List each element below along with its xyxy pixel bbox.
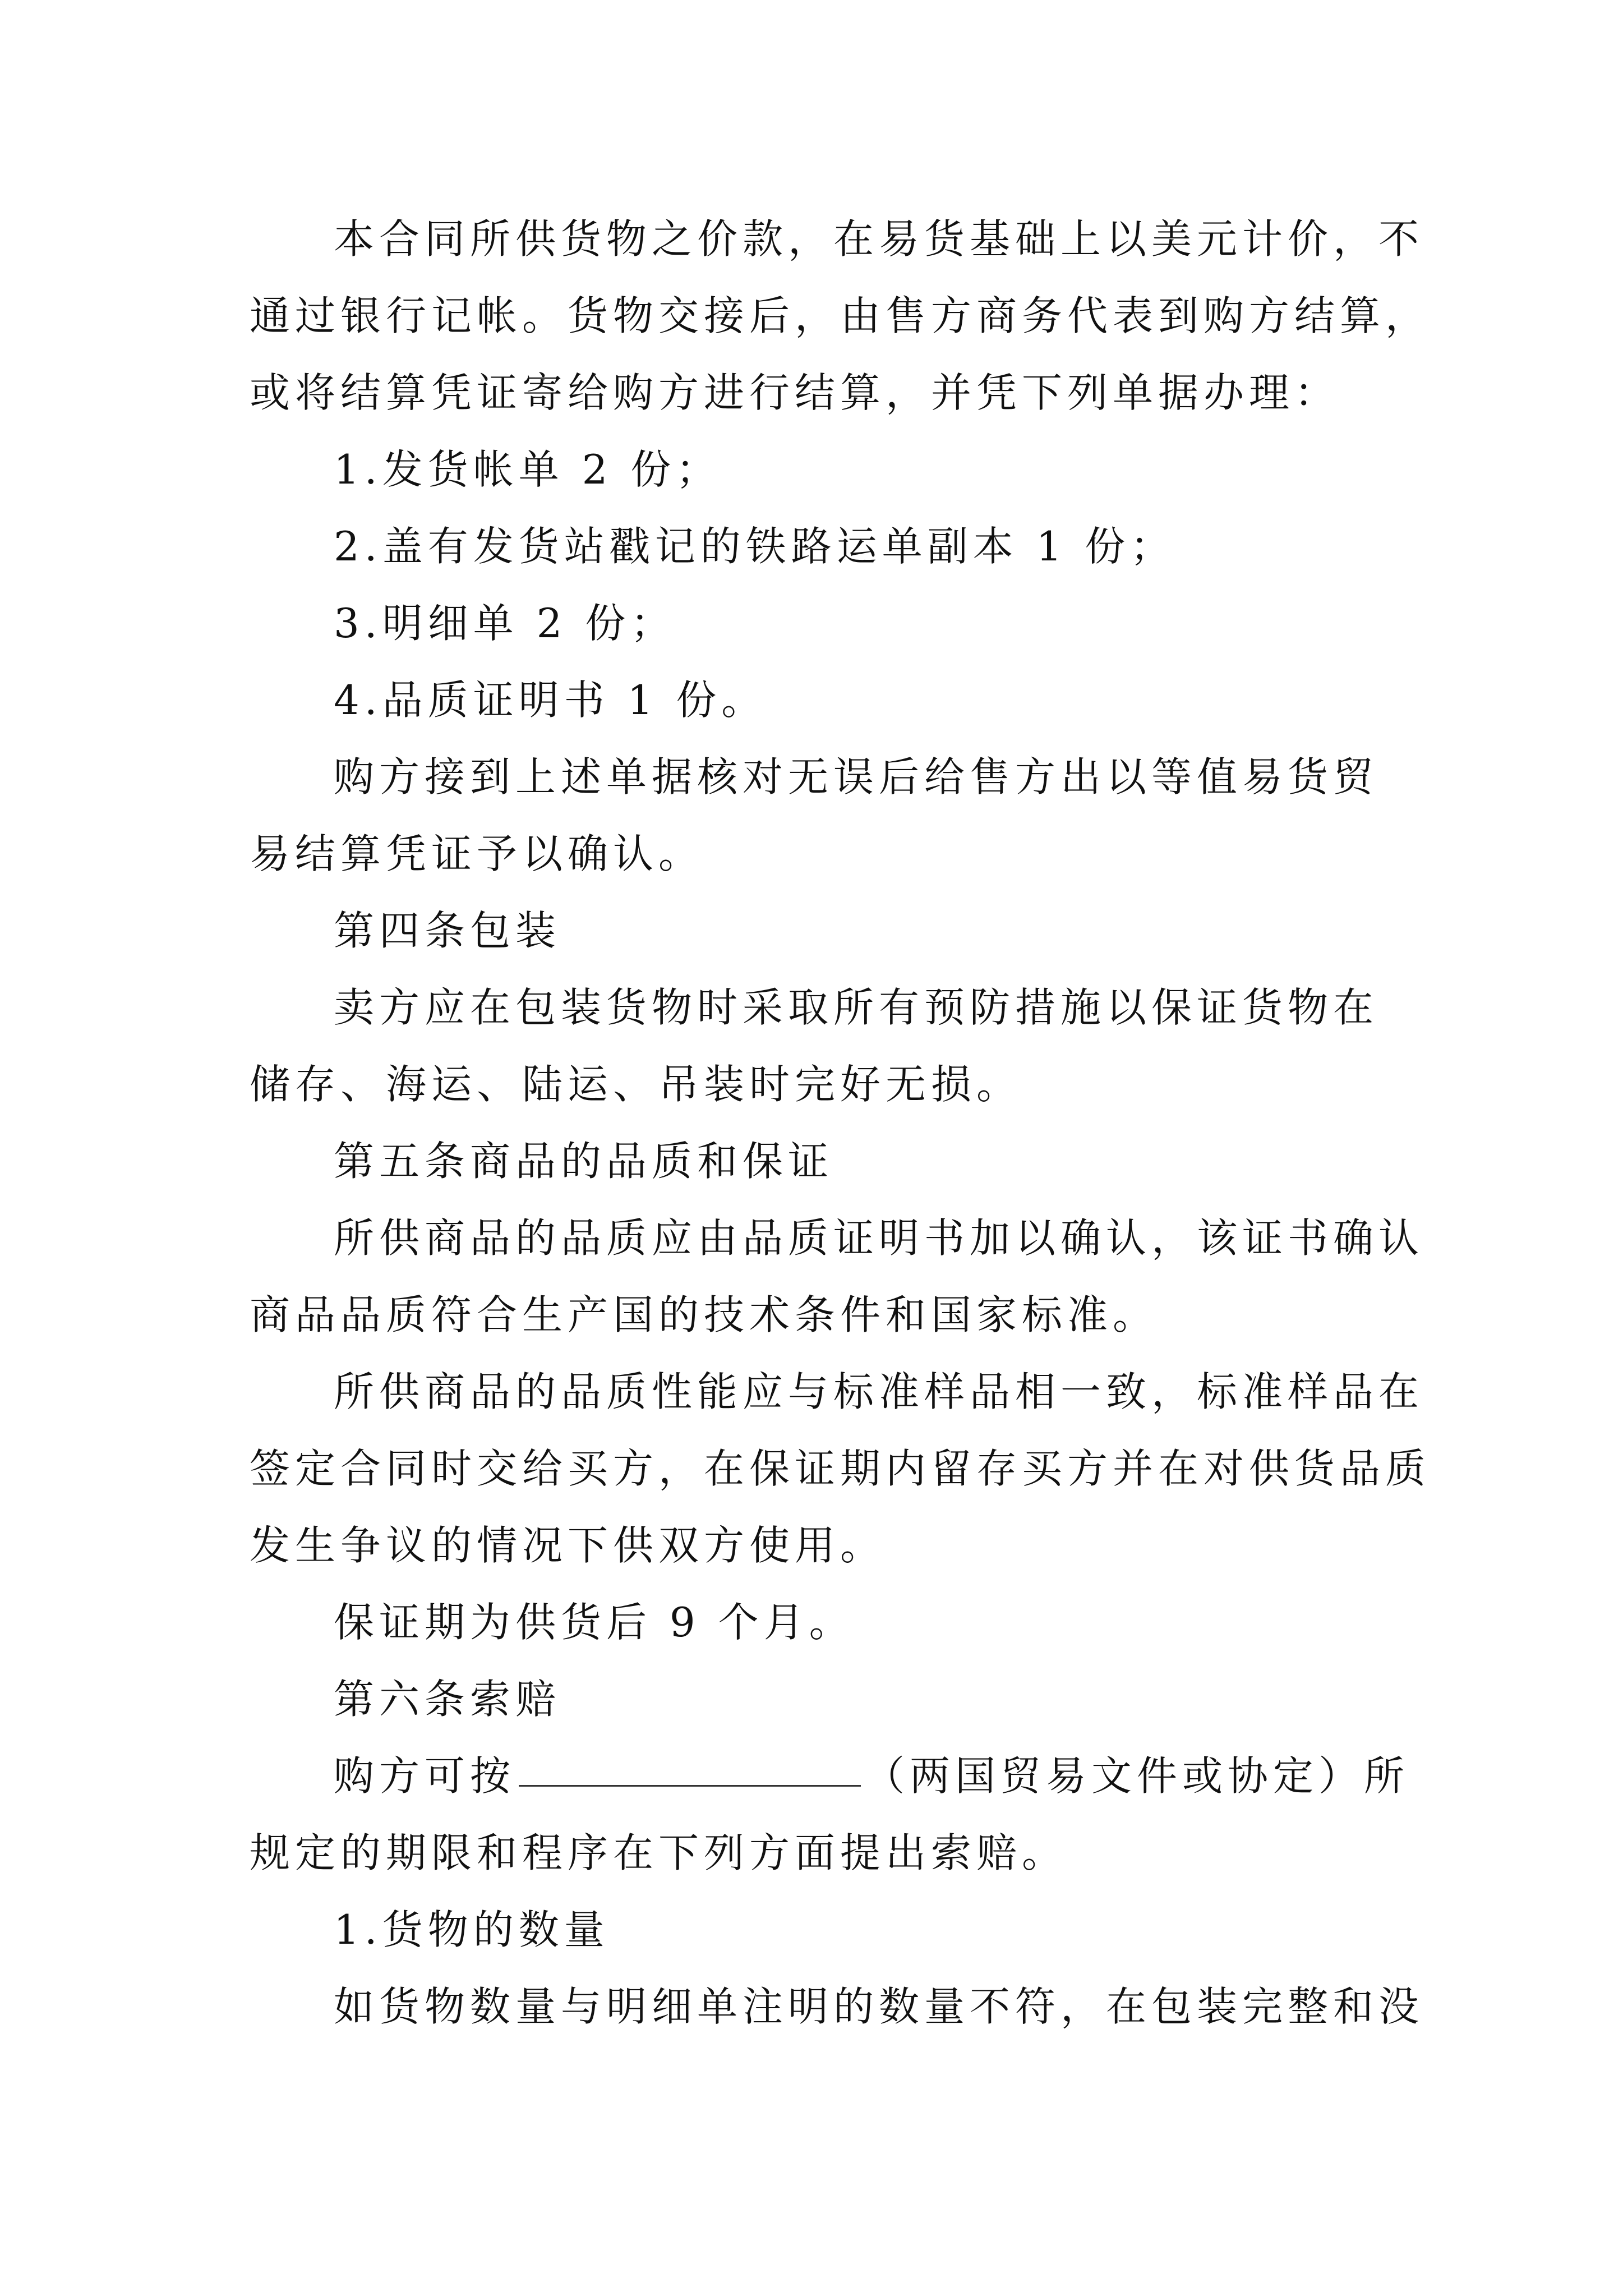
fill-in-blank [519, 1749, 861, 1787]
paragraph-line: 购方接到上述单据核对无误后给售方出以等值易货贸 [334, 753, 1379, 800]
document-body [250, 201, 1431, 2045]
paragraph-line: 商品品质符合生产国的技术条件和国家标准。 [250, 1291, 1159, 1338]
paragraph-line: 所供商品的品质性能应与标准样品相一致，标准样品在 [334, 1368, 1424, 1415]
paragraph-line: 本合同所供货物之价款，在易货基础上以美元计价，不 [334, 215, 1424, 263]
section-heading: 第五条商品的品质和保证 [334, 1138, 834, 1185]
claim-text-after-blank: （两国贸易文件或协定）所 [864, 1752, 1410, 1800]
list-item: 1.发货帐单 2 份； [334, 446, 722, 493]
paragraph-line: 易结算凭证予以确认。 [250, 830, 704, 877]
claim-text-before-blank: 购方可按 [334, 1752, 516, 1800]
list-item: 2.盖有发货站戳记的铁路运单副本 1 份； [334, 523, 1176, 570]
paragraph-line: 或将结算凭证寄给购方进行结算，并凭下列单据办理： [250, 369, 1340, 416]
paragraph-line: 发生争议的情况下供双方使用。 [250, 1522, 886, 1569]
paragraph-line: 规定的期限和程序在下列方面提出索赔。 [250, 1829, 1068, 1876]
paragraph-line: 所供商品的品质应由品质证明书加以确认，该证书确认 [334, 1214, 1424, 1262]
paragraph-line: 储存、海运、陆运、吊装时完好无损。 [250, 1061, 1022, 1108]
paragraph-line: 如货物数量与明细单注明的数量不符，在包装完整和没 [334, 1983, 1424, 2030]
paragraph-line: 签定合同时交给买方，在保证期内留存买方并在对供货品质 [250, 1445, 1431, 1492]
paragraph-line [250, 1738, 1410, 1815]
paragraph-line: 保证期为供货后 9 个月。 [334, 1599, 855, 1646]
paragraph-line: 通过银行记帐。货物交接后，由售方商务代表到购方结算， [250, 292, 1431, 339]
list-item: 3.明细单 2 份； [334, 600, 676, 647]
paragraph-line: 卖方应在包装货物时采取所有预防措施以保证货物在 [334, 984, 1379, 1031]
list-item: 4.品质证明书 1 份。 [334, 677, 767, 724]
section-heading: 第六条索赔 [334, 1676, 561, 1723]
list-item: 1.货物的数量 [334, 1906, 610, 1953]
section-heading: 第四条包装 [334, 907, 561, 954]
